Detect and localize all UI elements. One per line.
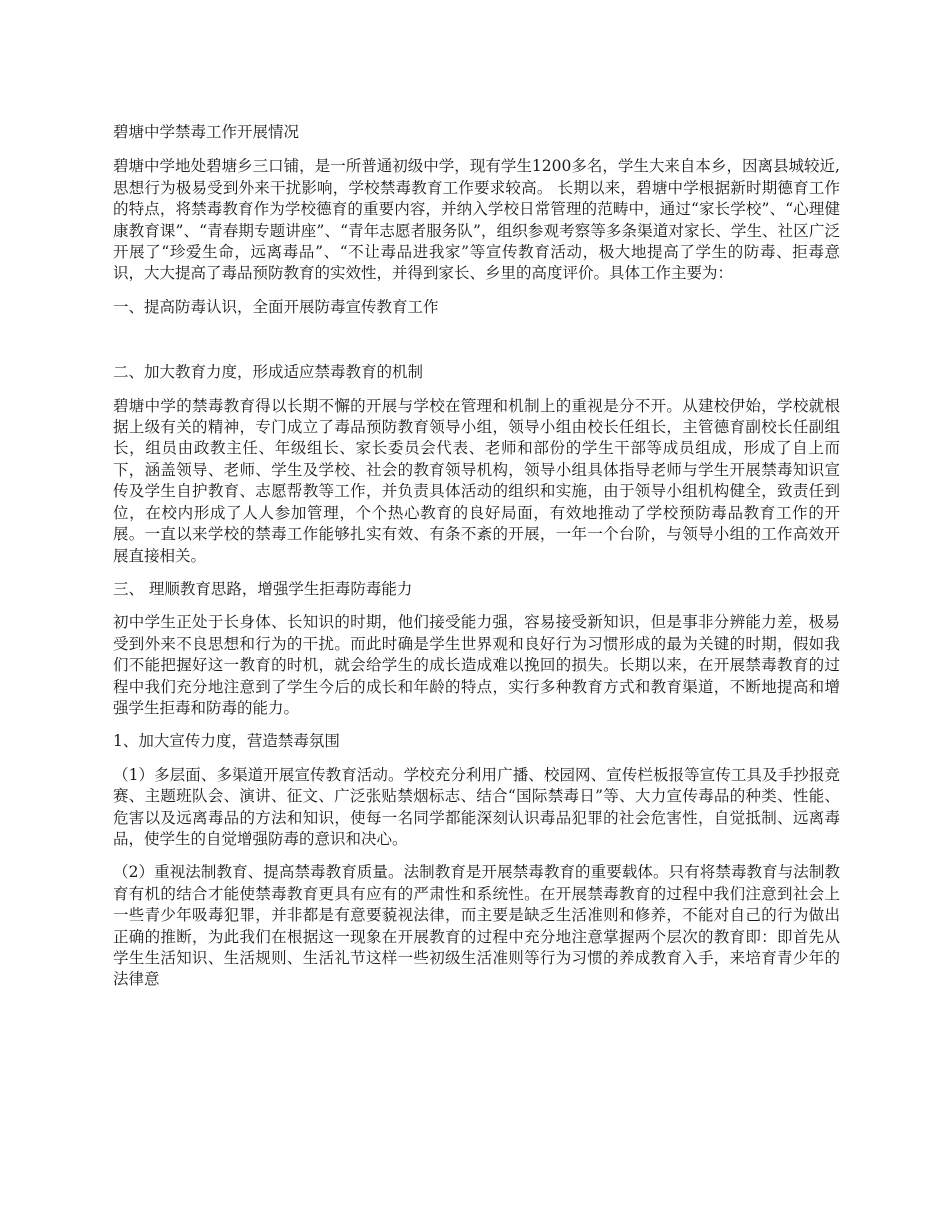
subsection-1-heading: 1、加大宣传力度，营造禁毒氛围	[113, 732, 340, 751]
intro-paragraph: 碧塘中学地处碧塘乡三口铺，是一所普通初级中学，现有学生1200多名，学生大来自本乡，因离县城较近,思想行为极易受到外来干扰影响，学校禁毒教育工作要求较高。 长期以来，碧塘中学根据新时期德育工作的特点，将禁毒教育作为学校德育的重要内容，并纳入学校日常管理的范畴中，通过“家长学校”、“心理健康教育课”、“青春期专题讲座”、“青年志愿者服务队”，组织参观考察等多条渠道对家长、学生、社区广泛开展了“珍爱生命，远离毒品”、“不让毒品进我家”等宣传教育活动，极大地提高了学生的防毒、拒毒意识，大大提高了毒品预防教育的实效性，并得到家长、乡里的高度评价。具体工作主要为：	[113, 157, 840, 283]
section-2-heading: 二、加大教育力度，形成适应禁毒教育的机制	[113, 363, 424, 382]
subsection-1-item-1: （1）多层面、多渠道开展宣传教育活动。学校充分利用广播、校园网、宣传栏板报等宣传工具及手抄报竞赛、主题班队会、演讲、征文、广泛张贴禁烟标志、结合“国际禁毒日”等、大力宣传毒品的种类、性能、危害以及远离毒品的方法和知识，使每一名同学都能深刻认识毒品犯罪的社会危害性，自觉抵制、远离毒品，使学生的自觉增强防毒的意识和决心。	[113, 765, 840, 848]
document-title: 碧塘中学禁毒工作开展情况	[113, 123, 300, 141]
section-3-heading: 三、 理顺教育思路，增强学生拒毒防毒能力	[113, 579, 413, 598]
document-body	[113, 122, 840, 1003]
section-2-paragraph: 碧塘中学的禁毒教育得以长期不懈的开展与学校在管理和机制上的重视是分不开。从建校伊始，学校就根据上级有关的精神，专门成立了毒品预防教育领导小组，领导小组由校长任组长，主管德育副校长任副组长，组员由政教主任、年级组长、家长委员会代表、老师和部份的学生干部等成员组成，形成了自上而下，涵盖领导、老师、学生及学校、社会的教育领导机构，领导小组具体指导老师与学生开展禁毒知识宣传及学生自护教育、志愿帮教等工作，并负责具体活动的组织和实施，由于领导小组机构健全，致责任到位，在校内形成了人人参加管理，个个热心教育的良好局面，有效地推动了学校预防毒品教育工作的开展。一直以来学校的禁毒工作能够扎实有效、有条不紊的开展，一年一个台阶，与领导小组的工作高效开展直接相关。	[113, 396, 840, 565]
section-3-paragraph: 初中学生正处于长身体、长知识的时期，他们接受能力强，容易接受新知识，但是事非分辨能力差，极易受到外来不良思想和行为的干扰。而此时确是学生世界观和良好行为习惯形成的最为关键的时期，假如我们不能把握好这一教育的时机，就会给学生的成长造成难以挽回的损失。长期以来，在开展禁毒教育的过程中我们充分地注意到了学生今后的成长和年龄的特点，实行多种教育方式和教育渠道，不断地提高和增强学生拒毒和防毒的能力。	[113, 613, 840, 717]
section-1-heading: 一、提高防毒认识，全面开展防毒宣传教育工作	[113, 297, 439, 316]
subsection-1-item-2: （2）重视法制教育、提高禁毒教育质量。法制教育是开展禁毒教育的重要载体。只有将禁毒教育与法制教育有机的结合才能使禁毒教育更具有应有的严肃性和系统性。在开展禁毒教育的过程中我们注意到社会上一些青少年吸毒犯罪，并非都是有意要藐视法律，而主要是缺乏生活准则和修养，不能对自己的行为做出正确的推断，为此我们在根据这一现象在开展教育的过程中充分地注意掌握两个层次的教育即：即首先从学生生活知识、生活规则、生活礼节这样一些初级生活准则等行为习惯的养成教育入手，来培育青少年的法律意	[113, 863, 840, 989]
